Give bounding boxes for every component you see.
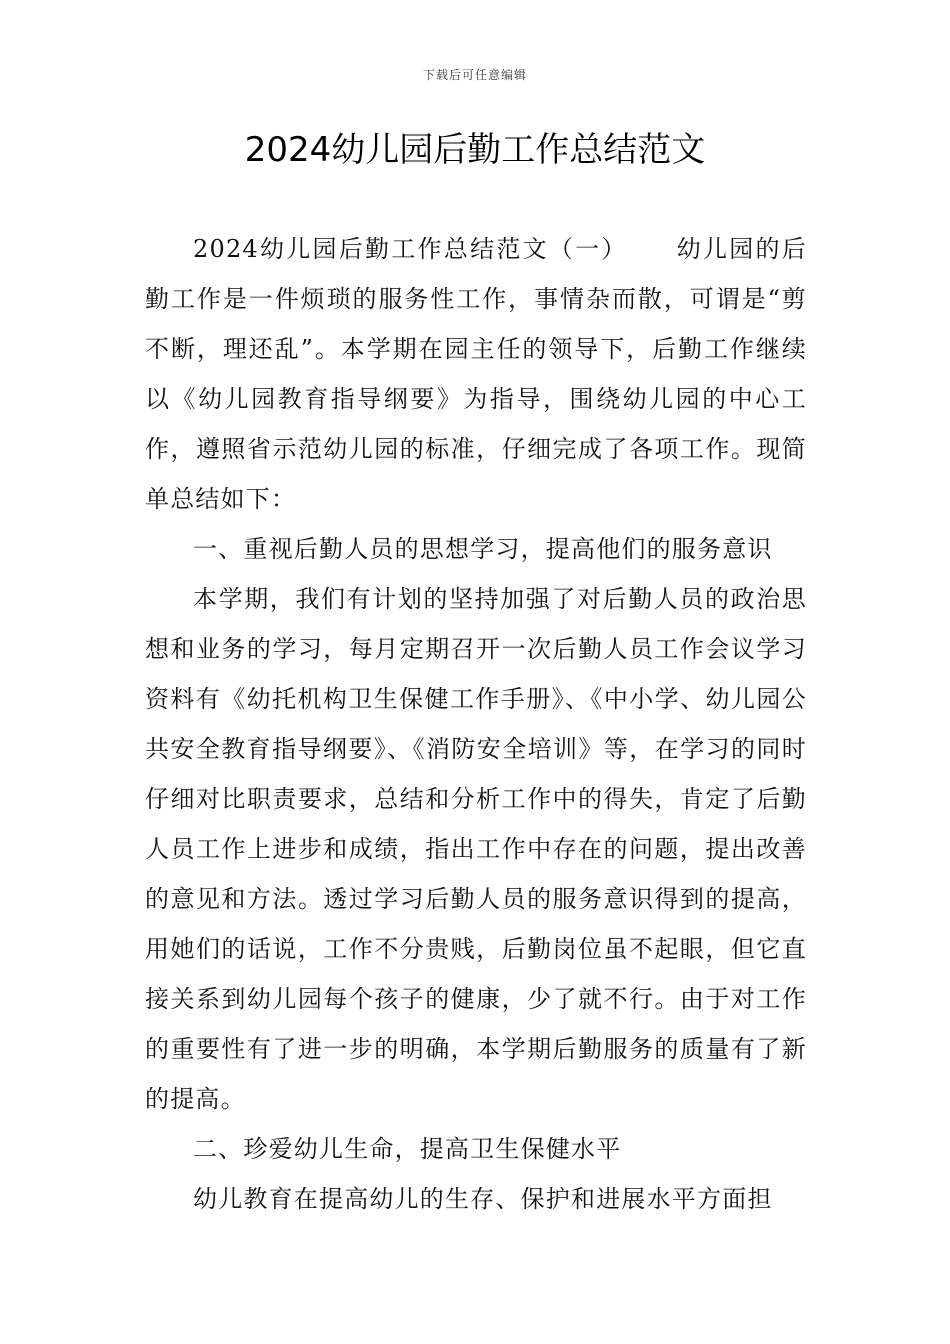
document-title: 2024幼儿园后勤工作总结范文: [244, 130, 706, 170]
section-2-paragraph: 幼儿教育在提高幼儿的生存、保护和进展水平方面担: [193, 1185, 773, 1213]
section-1-heading: 一、重视后勤人员的思想学习，提高他们的服务意识: [193, 535, 773, 563]
intro-subtitle: 2024幼儿园后勤工作总结范文（一）: [193, 235, 628, 263]
page-header-note: 下载后可任意编辑: [422, 68, 527, 82]
document-body: [145, 224, 807, 1224]
section-1-paragraph: 本学期，我们有计划的坚持加强了对后勤人员的政治思想和业务的学习，每月定期召开一次后勤人员工作会议学习资料有《幼托机构卫生保健工作手册》、《中小学、幼儿园公共安全教育指导纲要》、《消防安全培训》等，在学习的同时仔细对比职责要求，总结和分析工作中的得失，肯定了后勤人员工作上进步和成绩，指出工作中存在的问题，提出改善的意见和方法。透过学习后勤人员的服务意识得到的提高，用她们的话说，工作不分贵贱，后勤岗位虽不起眼，但它直接关系到幼儿园每个孩子的健康，少了就不行。由于对工作的重要性有了进一步的明确，本学期后勤服务的质量有了新的提高。: [145, 585, 807, 1113]
intro-paragraph: [145, 224, 807, 524]
intro-text: 幼儿园的后勤工作是一件烦琐的服务性工作，事情杂而散，可谓是“剪不断，理还乱”。本学期在园主任的领导下，后勤工作继续以《幼儿园教育指导纲要》为指导，围绕幼儿园的中心工作，遵照省示范幼儿园的标准，仔细完成了各项工作。现简单总结如下：: [145, 235, 807, 513]
section-2-heading: 二、珍爱幼儿生命，提高卫生保健水平: [193, 1135, 622, 1163]
